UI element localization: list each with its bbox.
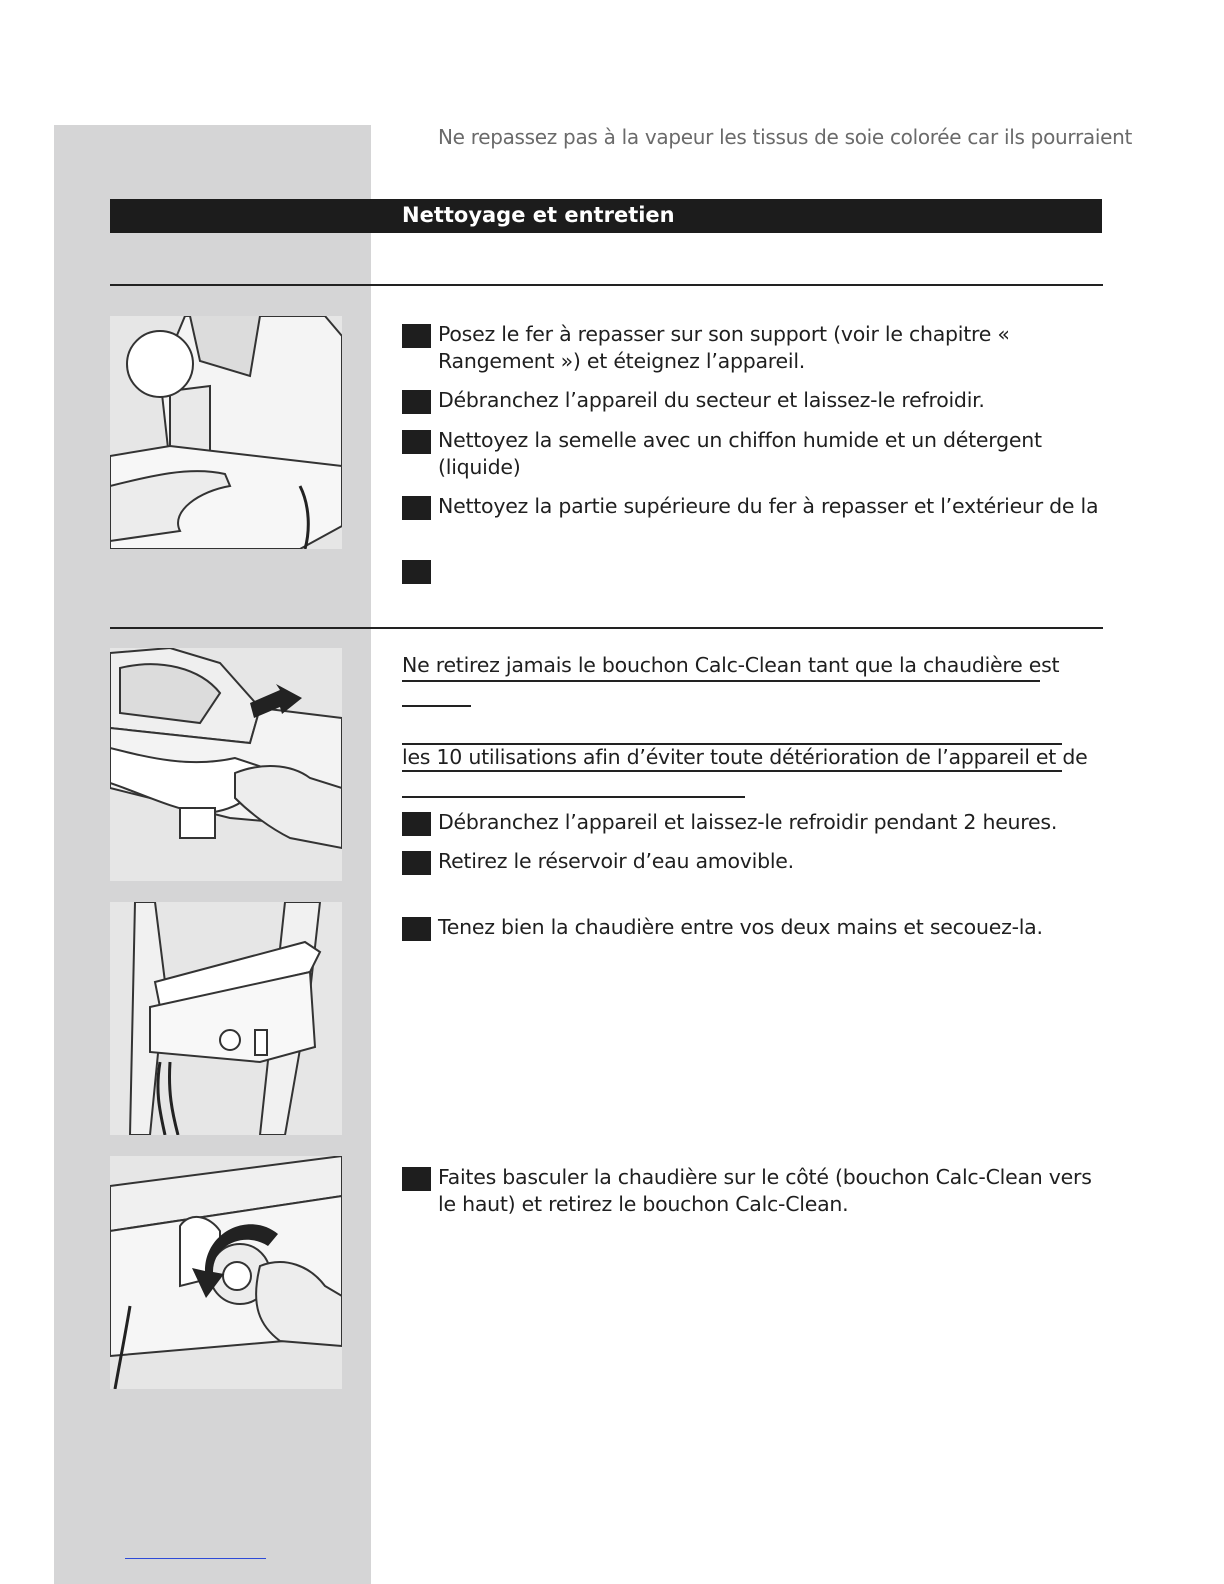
step-text: Débranchez l’appareil et laissez-le refroidir pendant 2 heures. bbox=[438, 810, 1058, 834]
step-marker bbox=[402, 812, 431, 836]
underline bbox=[402, 770, 1062, 772]
list-item bbox=[402, 427, 1112, 481]
step-text: Tenez bien la chaudière entre vos deux mains et secouez-la. bbox=[438, 915, 1043, 939]
step-text: Posez le fer à repasser sur son support (voir le chapitre « Rangement ») et éteignez l’appareil. bbox=[438, 322, 1010, 373]
divider bbox=[110, 284, 1103, 286]
unscrew-calc-clean-cap-illustration bbox=[110, 1156, 342, 1389]
intro-text-line: Ne repassez pas à la vapeur les tissus de soie colorée car ils pourraient bbox=[438, 125, 1133, 149]
step-text: Retirez le réservoir d’eau amovible. bbox=[438, 849, 794, 873]
underline bbox=[402, 705, 471, 707]
step-text: Nettoyez la partie supérieure du fer à repasser et l’extérieur de la bbox=[438, 494, 1099, 518]
underline bbox=[402, 680, 1040, 682]
underline bbox=[402, 796, 745, 798]
list-item bbox=[402, 809, 1112, 836]
list-item bbox=[402, 914, 1112, 941]
list-item bbox=[402, 1164, 1112, 1218]
section-title: Nettoyage et entretien bbox=[402, 203, 675, 227]
step-marker bbox=[402, 390, 431, 414]
iron-base-power-button-illustration bbox=[110, 316, 342, 549]
step-marker bbox=[402, 560, 431, 584]
step-text: Nettoyez la semelle avec un chiffon humide et un détergent (liquide) bbox=[438, 428, 1042, 479]
step-marker bbox=[402, 851, 431, 875]
divider bbox=[110, 627, 1103, 629]
list-item bbox=[402, 493, 1112, 520]
step-marker bbox=[402, 496, 431, 520]
step-marker bbox=[402, 1167, 431, 1191]
footer-link-underline[interactable] bbox=[125, 1558, 266, 1559]
list-item bbox=[402, 321, 1112, 375]
list-item bbox=[402, 387, 1112, 414]
step-marker bbox=[402, 430, 431, 454]
warning-text: les 10 utilisations afin d’éviter toute détérioration de l’appareil et de bbox=[402, 745, 1088, 769]
step-text: Faites basculer la chaudière sur le côté (bouchon Calc-Clean vers le haut) et retirez le bouchon Calc-Clean. bbox=[438, 1165, 1092, 1216]
step-text: Débranchez l’appareil du secteur et laissez-le refroidir. bbox=[438, 388, 985, 412]
step-marker bbox=[402, 917, 431, 941]
remove-water-tank-illustration bbox=[110, 648, 342, 881]
warning-text: Ne retirez jamais le bouchon Calc-Clean tant que la chaudière est bbox=[402, 653, 1060, 677]
list-item bbox=[402, 848, 1112, 875]
shake-boiler-illustration bbox=[110, 902, 342, 1135]
step-marker bbox=[402, 324, 431, 348]
